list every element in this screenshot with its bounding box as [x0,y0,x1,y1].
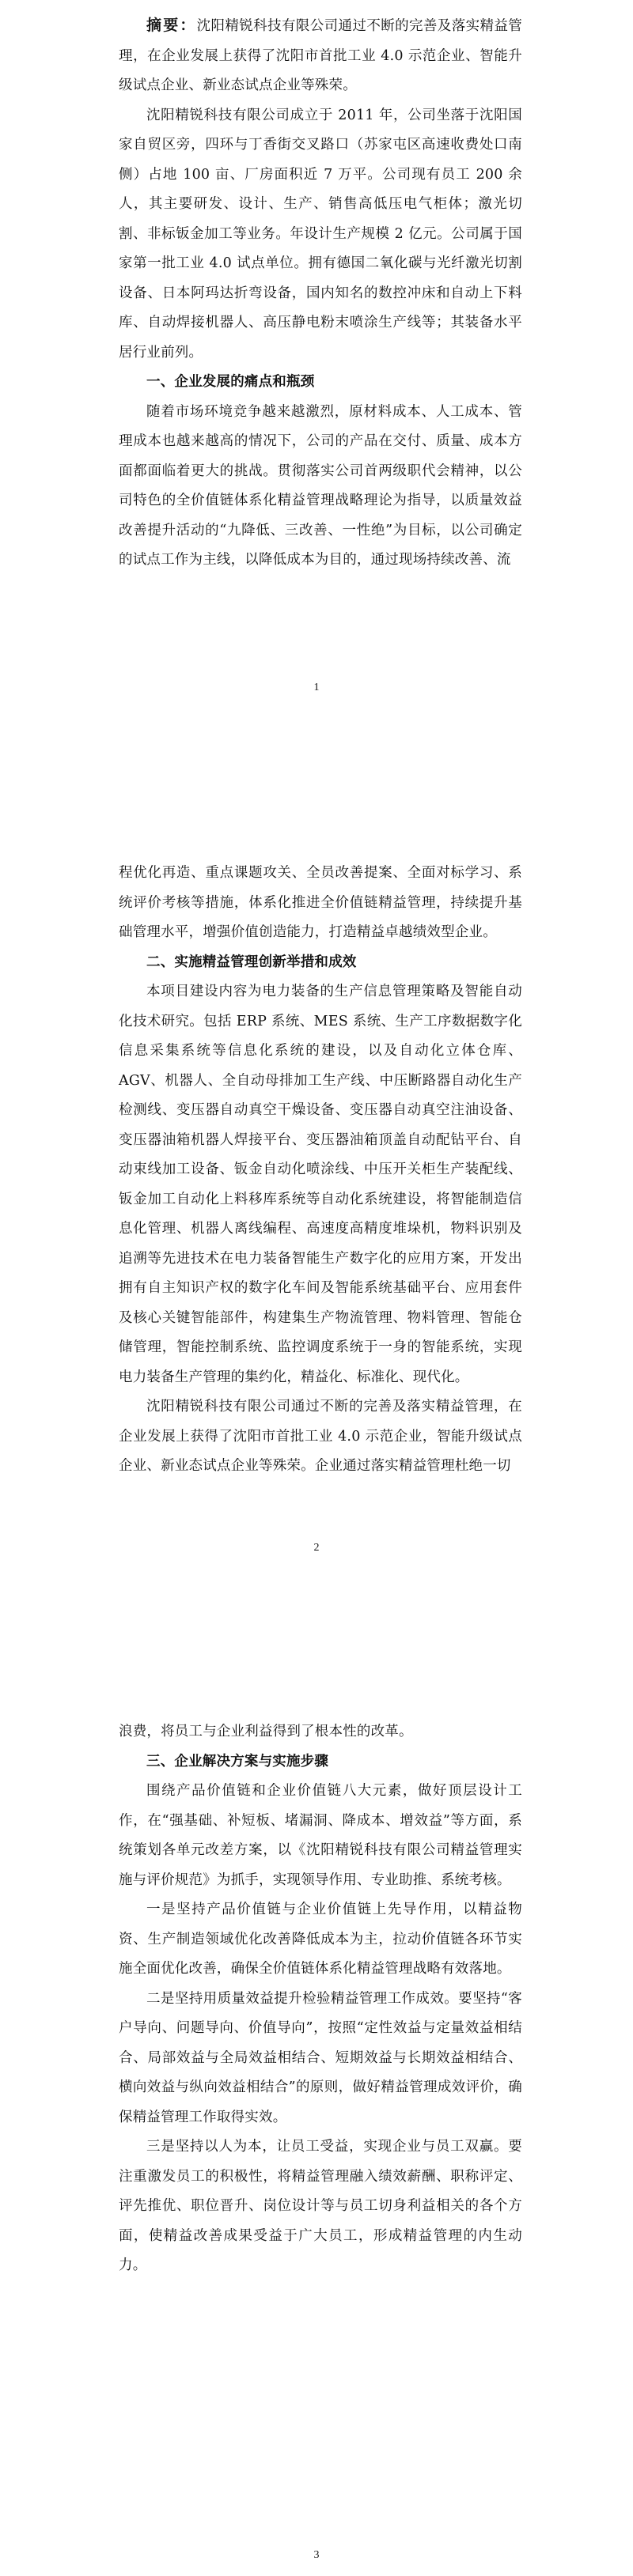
document-page-3 [0,1717,633,2576]
abstract [119,11,522,101]
intro-paragraph: 沈阳精锐科技有限公司成立于 2011 年，公司坐落于沈阳国家自贸区旁，四环与丁香街交叉路口（苏家屯区高速收费处口南侧）占地 100 亩、厂房面积近 7 万平。公司现有员工 200 余人，其主要研发、设计、生产、销售高低压电气柜体；激光切割、非标钣金加工等业务。年设计生产规模 2 亿元。公司属于国家第一批工业 4.0 试点单位。拥有德国二氧化碳与光纤激光切割设备、日本阿玛达折弯设备，国内知名的数控冲床和自动上下料库、自动焊接机器人、高压静电粉末喷涂生产线等；其装备水平居行业前列。 [119,107,522,361]
section-1-paragraph-start: 随着市场环境竞争越来越激烈，原材料成本、人工成本、管理成本也越来越高的情况下，公司的产品在交付、质量、成本方面都面临着更大的挑战。贯彻落实公司首两级职代会精神，以公司特色的全价值链体系化精益管理战略理论为指导，以质量效益改善提升活动的“九降低、三改善、一性绝”为目标，以公司确定的试点工作为主线，以降低成本为目的，通过现场持续改善、流 [119,403,522,568]
section-2-paragraph-2-end: 浪费，将员工与企业利益得到了根本性的改革。 [119,1724,413,1739]
page-number-2: 2 [313,1542,320,1554]
section-heading-1: 一、企业发展的痛点和瓶颈 [146,374,315,390]
section-1-paragraph-end: 程优化再造、重点课题攻关、全员改善提案、全面对标学习、系统评价考核等措施，体系化推进全价值链精益管理，持续提升基础管理水平，增强价值创造能力，打造精益卓越绩效型企业。 [119,865,522,940]
page-3-text [119,1717,522,2281]
document-page-1 [0,0,633,859]
page-1-text [119,11,522,576]
abstract-label: 摘要： [146,17,197,34]
section-heading-2: 二、实施精益管理创新举措和成效 [146,954,357,970]
abstract-text: 沈阳精锐科技有限公司通过不断的完善及落实精益管理，在企业发展上获得了沈阳市首批工业 4.0 示范企业、智能升级试点企业、新业态试点企业等殊荣。 [119,18,522,93]
section-2-paragraph-1: 本项目建设内容为电力装备的生产信息管理策略及智能自动化技术研究。包括 ERP 系统、MES 系统、生产工序数据数字化信息采集系统等信息化系统的建设，以及自动化立体仓库、AGV、机器人、全自动母排加工生产线、中压断路器自动化生产检测线、变压器自动真空干燥设备、变压器自动真空注油设备、变压器油箱机器人焊接平台、变压器油箱顶盖自动配钻平台、自动束线加工设备、钣金自动化喷涂线、中压开关柜生产装配线、钣金加工自动化上料移库系统等自动化系统建设，将智能制造信息化管理、机器人离线编程、高速度高精度堆垛机，物料识别及追溯等先进技术在电力装备智能生产数字化的应用方案，开发出拥有自主知识产权的数字化车间及智能系统基础平台、应用套件及核心关键智能部件，构建集生产物流管理、物料管理、智能仓储管理，智能控制系统、监控调度系统于一身的智能系统，实现电力装备生产管理的集约化，精益化、标准化、现代化。 [119,984,522,1385]
section-heading-3: 三、企业解决方案与实施步骤 [146,1753,329,1770]
page-number-3: 3 [313,2549,320,2561]
section-3-paragraph-4: 三是坚持以人为本，让员工受益，实现企业与员工双赢。要注重激发员工的积极性，将精益管理融入绩效薪酬、职称评定、评先推优、职位晋升、岗位设计等与员工切身利益相关的各个方面，使精益改善成果受益于广大员工，形成精益管理的内生动力。 [119,2139,522,2273]
section-2-paragraph-2-start: 沈阳精锐科技有限公司通过不断的完善及落实精益管理，在企业发展上获得了沈阳市首批工业 4.0 示范企业，智能升级试点企业、新业态试点企业等殊荣。企业通过落实精益管理杜绝一切 [119,1399,522,1474]
section-3-paragraph-1: 围绕产品价值链和企业价值链八大元素，做好顶层设计工作，在“强基础、补短板、堵漏洞、降成本、增效益”等方面，系统策划各单元改差方案，以《沈阳精锐科技有限公司精益管理实施与评价规范》为抓手，实现领导作用、专业助推、系统考核。 [119,1783,522,1888]
page-number-1: 1 [313,682,320,693]
page-2-text [119,859,522,1482]
section-3-paragraph-3: 二是坚持用质量效益提升检验精益管理工作成效。要坚持“客户导向、问题导向、价值导向”，按照“定性效益与定量效益相结合、局部效益与全局效益相结合、短期效益与长期效益相结合、横向效益与纵向效益相结合”的原则，做好精益管理成效评价，确保精益管理工作取得实效。 [119,1990,522,2125]
document-page-2 [0,859,633,1717]
section-3-paragraph-2: 一是坚持产品价值链与企业价值链上先导作用，以精益物资、生产制造领域优化改善降低成本为主，拉动价值链各环节实施全面优化改善，确保全价值链体系化精益管理战略有效落地。 [119,1902,522,1977]
